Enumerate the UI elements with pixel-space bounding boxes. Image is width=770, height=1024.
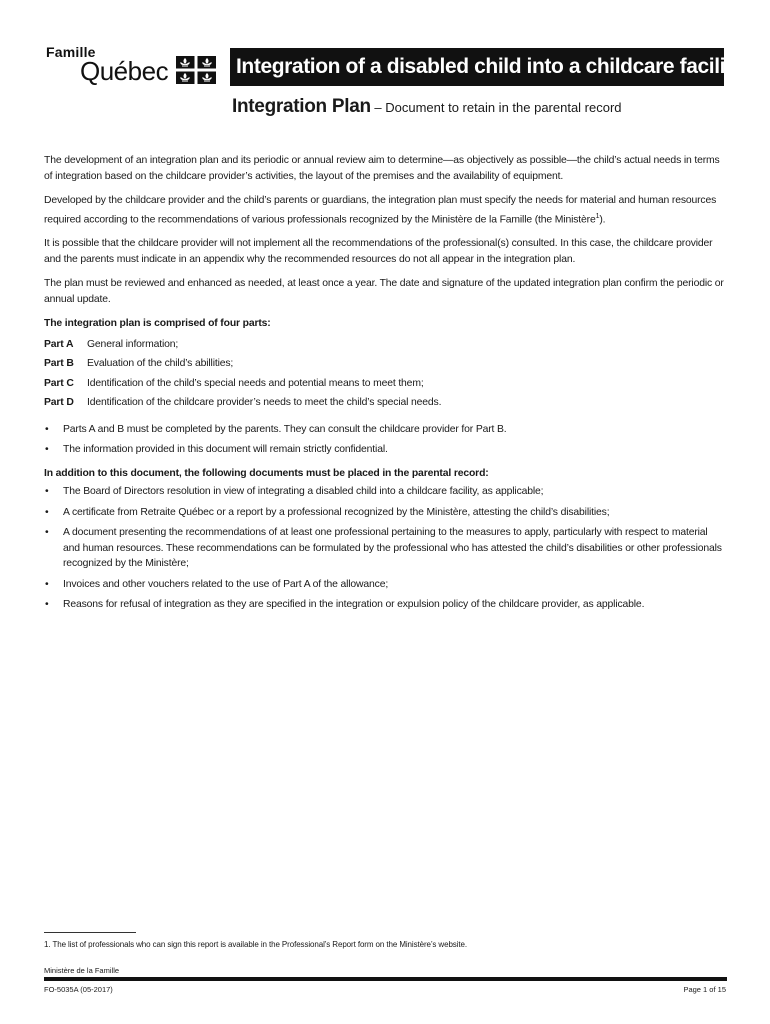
- subtitle-rest: – Document to retain in the parental record: [370, 100, 622, 115]
- notes-list: [44, 422, 727, 458]
- list-item: • Invoices and other vouchers related to the use of Part A of the allowance;: [44, 577, 727, 593]
- part-text: Identification of the childcare provider’s needs to meet the child’s special needs.: [87, 397, 442, 409]
- document-title-bar: Integration of a disabled child into a childcare facility: [230, 48, 724, 86]
- part-key: Part D: [44, 397, 74, 409]
- part-text: Identification of the child’s special needs and potential means to meet them;: [87, 377, 424, 389]
- subtitle-main: Integration Plan: [232, 96, 371, 117]
- footnote-divider: [44, 932, 136, 933]
- famille-quebec-logo: [44, 44, 224, 92]
- intro-paragraph: It is possible that the childcare provider will not implement all the recommendations of the professional(s) consulted. In this case, the childcare provider and the parents must indicate in an appendix why the recommended resources do not all appear in the integration plan.: [44, 238, 713, 265]
- part-key: Part C: [44, 377, 74, 389]
- list-item: • Parts A and B must be completed by the parents. They can consult the childcare provider for Part B.: [44, 422, 727, 438]
- intro-paragraph: Developed by the childcare provider and the child’s parents or guardians, the integration plan must specify the needs for material and human resources required according to the recommendations of various professionals recognized by the Ministère de la Famille (the Ministère$^1$).: [44, 195, 717, 225]
- footnote: 1. The list of professionals who can sign this report is available in the Professional’s Report form on the Ministère’s website.: [44, 940, 467, 949]
- part-key: Part A: [44, 338, 74, 350]
- document-body: [44, 153, 727, 621]
- part-key: Part B: [44, 358, 74, 370]
- footnote-ref: 1: [595, 212, 600, 220]
- list-item: • The information provided in this document will remain strictly confidential.: [44, 442, 727, 458]
- list-item: • A document presenting the recommendations of at least one professional pertaining to the measures to apply, particularly with respect to material and human resources. These recommendations can be formulated by the professional who has attested the child’s disabilities or other professionals recognized by the Ministère;: [44, 525, 727, 572]
- part-row: [44, 354, 727, 374]
- list-item: • Reasons for refusal of integration as they are specified in the integration or expulsion policy of the childcare provider, as applicable.: [44, 597, 727, 613]
- intro-paragraph: The plan must be reviewed and enhanced as needed, at least once a year. The date and signature of the updated integration plan confirm the periodic or annual update.: [44, 278, 724, 305]
- logo-famille-text: Famille: [46, 44, 96, 60]
- page-number: Page 1 of 15: [683, 985, 726, 994]
- form-number: FO-5035A (05-2017): [44, 985, 113, 994]
- part-row: [44, 393, 727, 413]
- part-text: General information;: [87, 338, 179, 350]
- intro-paragraph: The development of an integration plan and its periodic or annual review aim to determine—as objectively as possible—the child’s actual needs in terms of integration based on the childcare provider’s activities, the layout of the premises and the availability of equipment.: [44, 155, 720, 182]
- footer-divider: [44, 977, 727, 981]
- list-item: • A certificate from Retraite Québec or a report by a professional recognized by the Ministère, attesting the child’s disabilities;: [44, 505, 727, 521]
- part-row: [44, 374, 727, 394]
- list-item: • The Board of Directors resolution in view of integrating a disabled child into a childcare facility, as applicable;: [44, 484, 727, 500]
- footer-ministry: Ministère de la Famille: [44, 966, 120, 975]
- documents-list: [44, 484, 727, 613]
- part-row: [44, 335, 727, 355]
- parts-list: [44, 335, 727, 413]
- document-subtitle: [232, 96, 622, 118]
- part-text: Evaluation of the child’s abillities;: [87, 358, 234, 370]
- fleur-de-lis-flag-icon: [176, 56, 216, 84]
- parts-heading: The integration plan is comprised of four parts:: [44, 318, 271, 330]
- logo-quebec-text: Québec: [80, 56, 169, 86]
- documents-heading: In addition to this document, the following documents must be placed in the parental record:: [44, 467, 489, 479]
